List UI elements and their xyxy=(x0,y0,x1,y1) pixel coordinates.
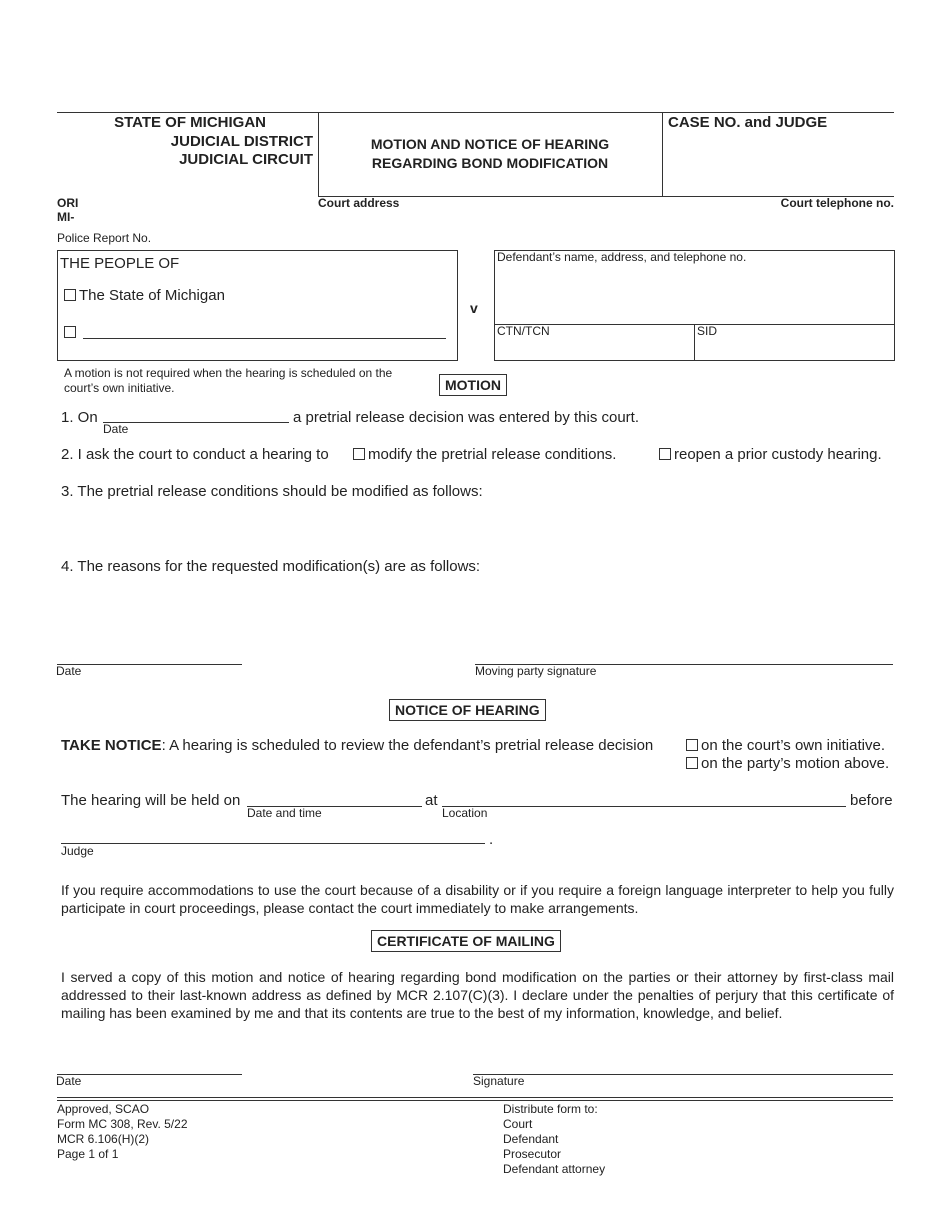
item2-prefix: 2. I ask the court to conduct a hearing to xyxy=(61,446,329,463)
footer-page: Page 1 of 1 xyxy=(57,1147,119,1161)
distribute-label: Distribute form to: xyxy=(503,1102,598,1116)
take-notice-bold: TAKE NOTICE xyxy=(61,737,162,754)
at-label: at xyxy=(425,792,438,809)
judge-field[interactable] xyxy=(61,843,485,844)
judge-period: . xyxy=(489,831,494,848)
motion-date-field[interactable] xyxy=(57,664,242,665)
versus-label: v xyxy=(470,300,478,316)
form-title-line2: REGARDING BOND MODIFICATION xyxy=(371,155,609,171)
court-phone-label: Court telephone no. xyxy=(780,196,894,210)
reopen-checkbox[interactable] xyxy=(659,448,671,460)
defendant-label: Defendant’s name, address, and telephone no. xyxy=(497,250,747,264)
take-notice-body: : A hearing is scheduled to review the defendant’s pretrial release decision xyxy=(161,737,654,754)
reopen-option-label: reopen a prior custody hearing. xyxy=(674,446,882,463)
reopen-option xyxy=(659,446,882,463)
ctn-sid-divider xyxy=(694,324,695,361)
before-label: before xyxy=(850,792,893,809)
certificate-date-field[interactable] xyxy=(57,1074,242,1075)
people-of-label: THE PEOPLE OF xyxy=(60,255,180,272)
footer-approved: Approved, SCAO xyxy=(57,1102,150,1116)
item3-label: 3. The pretrial release conditions should be modified as follows: xyxy=(61,483,483,500)
ctn-label: CTN/TCN xyxy=(497,324,550,338)
court-initiative-option xyxy=(686,737,885,754)
footer-rule-1 xyxy=(57,1097,893,1098)
party-motion-checkbox[interactable] xyxy=(686,757,698,769)
motion-date-caption: Date xyxy=(56,664,82,678)
other-plaintiff-checkbox[interactable] xyxy=(64,326,76,338)
hearing-location-field[interactable] xyxy=(442,806,846,807)
decision-date-caption: Date xyxy=(103,422,129,436)
footer-left xyxy=(57,1102,188,1162)
state-of-michigan-checkbox[interactable] xyxy=(64,289,76,301)
item1-suffix: a pretrial release decision was entered by this court. xyxy=(293,409,640,426)
modify-checkbox[interactable] xyxy=(353,448,365,460)
case-no-label: CASE NO. and JUDGE xyxy=(668,114,828,131)
circuit-label: JUDICIAL CIRCUIT xyxy=(179,151,313,168)
modify-option-label: modify the pretrial release conditions. xyxy=(368,446,617,463)
distribute-recipient: Prosecutor xyxy=(503,1147,562,1161)
hearing-datetime-caption: Date and time xyxy=(247,806,322,820)
state-label: STATE OF MICHIGAN xyxy=(114,114,266,131)
header-divider-left xyxy=(318,112,319,196)
district-label: JUDICIAL DISTRICT xyxy=(170,133,313,150)
form-title-line1: MOTION AND NOTICE OF HEARING xyxy=(370,136,610,152)
mi-label: MI- xyxy=(57,210,75,224)
certificate-date-caption: Date xyxy=(56,1074,82,1088)
police-report-label: Police Report No. xyxy=(57,231,152,245)
certificate-signature-field[interactable] xyxy=(473,1074,893,1075)
state-option-label: The State of Michigan xyxy=(79,287,225,304)
certificate-heading: CERTIFICATE OF MAILING xyxy=(371,930,561,952)
sid-label: SID xyxy=(697,324,718,338)
other-plaintiff-option xyxy=(64,324,79,342)
header-divider-right xyxy=(662,112,663,196)
party-motion-label: on the party’s motion above. xyxy=(701,755,890,772)
hearing-location-caption: Location xyxy=(442,806,488,820)
accommodations-text: If you require accommodations to use the court because of a disability or if you require a foreign language interpreter to help you fully participate in court proceedings, please contact the court immediately to make arrangements. xyxy=(61,882,894,916)
modify-option xyxy=(353,446,616,463)
footer-rule-2 xyxy=(57,1100,893,1101)
state-option xyxy=(64,287,225,304)
motion-note: A motion is not required when the hearing is scheduled on the court’s own initiative. xyxy=(64,366,393,395)
other-plaintiff-field[interactable] xyxy=(83,338,446,339)
take-notice-text xyxy=(61,737,653,754)
party-motion-option xyxy=(686,755,889,772)
certificate-text: I served a copy of this motion and notice of hearing regarding bond modification on the parties or their attorney by first-class mail addressed to their last-known address as defined by MCR 2.107(C)(3). I declare under the penalties of perjury that this certificate of mailing has been examined by me and that its contents are true to the best of my information, knowledge, and belief. xyxy=(61,969,894,1021)
footer-form-number: Form MC 308, Rev. 5/22 xyxy=(57,1117,188,1131)
certificate-signature-caption: Signature xyxy=(473,1074,525,1088)
distribute-recipient: Court xyxy=(503,1117,533,1131)
court-address-label: Court address xyxy=(318,196,400,210)
court-initiative-checkbox[interactable] xyxy=(686,739,698,751)
item1-prefix: 1. On xyxy=(61,409,98,426)
footer-mcr: MCR 6.106(H)(2) xyxy=(57,1132,150,1146)
distribute-recipient: Defendant attorney xyxy=(503,1162,606,1176)
judge-caption: Judge xyxy=(61,844,94,858)
motion-heading: MOTION xyxy=(439,374,507,396)
distribute-recipient: Defendant xyxy=(503,1132,559,1146)
notice-heading: NOTICE OF HEARING xyxy=(389,699,546,721)
footer-distribute xyxy=(503,1102,605,1177)
moving-party-signature-caption: Moving party signature xyxy=(475,664,597,678)
decision-date-field[interactable] xyxy=(103,422,289,423)
ori-label: ORI xyxy=(57,196,79,210)
item4-label: 4. The reasons for the requested modification(s) are as follows: xyxy=(61,558,481,575)
court-initiative-label: on the court’s own initiative. xyxy=(701,737,885,754)
header-top-rule xyxy=(57,112,894,113)
held-on-label: The hearing will be held on xyxy=(61,792,241,809)
